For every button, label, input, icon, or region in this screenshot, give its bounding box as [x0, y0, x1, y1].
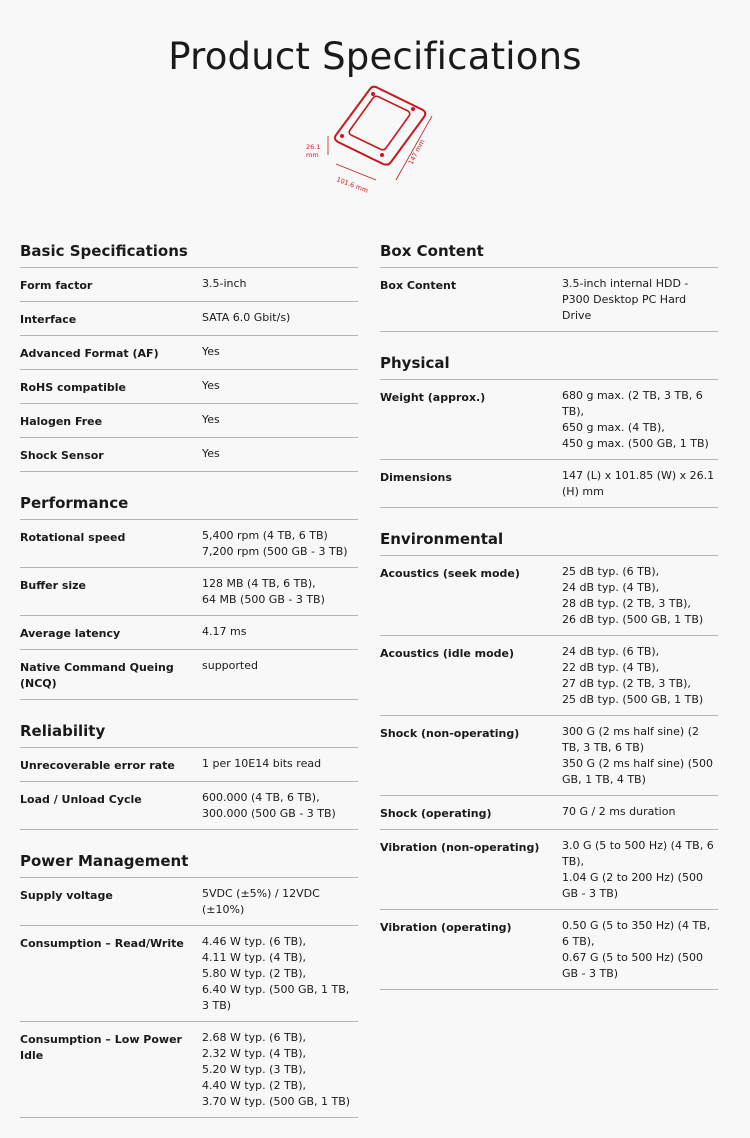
spec-table: [380, 380, 718, 508]
section-title: Power Management: [20, 850, 358, 878]
spec-row: [380, 380, 718, 460]
spec-value: 128 MB (4 TB, 6 TB), 64 MB (500 GB - 3 TB): [202, 568, 358, 616]
spec-value: 24 dB typ. (6 TB), 22 dB typ. (4 TB), 27 dB typ. (2 TB, 3 TB), 25 dB typ. (500 GB, 1 TB): [562, 636, 718, 716]
spec-row: [20, 268, 358, 302]
spec-value: 5VDC (±5%) / 12VDC (±10%): [202, 878, 358, 926]
section-box-content: [380, 240, 718, 332]
spec-label: Shock (non-operating): [380, 716, 562, 796]
section-basic-specifications: [20, 240, 358, 472]
screw-hole: [380, 153, 384, 157]
spec-label: RoHS compatible: [20, 370, 202, 404]
spec-value: supported: [202, 650, 358, 700]
spec-row: [20, 520, 358, 568]
spec-label: Rotational speed: [20, 520, 202, 568]
spec-label: Dimensions: [380, 460, 562, 508]
spec-row: [380, 910, 718, 990]
spec-row: [20, 302, 358, 336]
spec-row: [380, 830, 718, 910]
width-label: 101.6 mm: [335, 175, 370, 195]
spec-value: 3.5-inch: [202, 268, 358, 302]
spec-row: [20, 370, 358, 404]
spec-table: [20, 520, 358, 700]
spec-row: [380, 556, 718, 636]
section-reliability: [20, 720, 358, 830]
spec-table: [20, 268, 358, 472]
page-title: Product Specifications: [168, 34, 582, 78]
spec-value: 3.0 G (5 to 500 Hz) (4 TB, 6 TB), 1.04 G (2 to 200 Hz) (500 GB - 3 TB): [562, 830, 718, 910]
hdd-dimension-figure: [300, 80, 450, 200]
spec-value: Yes: [202, 336, 358, 370]
spec-value: 4.17 ms: [202, 616, 358, 650]
spec-row: [20, 336, 358, 370]
section-title: Reliability: [20, 720, 358, 748]
spec-row: [380, 796, 718, 830]
spec-value: 680 g max. (2 TB, 3 TB, 6 TB), 650 g max. (4 TB), 450 g max. (500 GB, 1 TB): [562, 380, 718, 460]
spec-row: [20, 404, 358, 438]
spec-value: 300 G (2 ms half sine) (2 TB, 3 TB, 6 TB) 350 G (2 ms half sine) (500 GB, 1 TB, 4 TB): [562, 716, 718, 796]
spec-row: [20, 438, 358, 472]
spec-value: 70 G / 2 ms duration: [562, 796, 718, 830]
spec-label: Native Command Queing (NCQ): [20, 650, 202, 700]
section-physical: [380, 352, 718, 508]
spec-row: [20, 568, 358, 616]
height-label-value: 26.1: [306, 143, 321, 151]
hdd-drawing: [300, 80, 450, 200]
section-title: Performance: [20, 492, 358, 520]
length-label: 147 mm: [406, 138, 427, 166]
spec-value: 0.50 G (5 to 350 Hz) (4 TB, 6 TB), 0.67 G (5 to 500 Hz) (500 GB - 3 TB): [562, 910, 718, 990]
screw-hole: [371, 92, 375, 96]
spec-row: [20, 616, 358, 650]
section-performance: [20, 492, 358, 700]
spec-row: [20, 748, 358, 782]
spec-value: 600.000 (4 TB, 6 TB), 300.000 (500 GB - 3 TB): [202, 782, 358, 830]
spec-label: Vibration (non-operating): [380, 830, 562, 910]
spec-table: [380, 268, 718, 332]
spec-label: Supply voltage: [20, 878, 202, 926]
spec-label: Shock (operating): [380, 796, 562, 830]
spec-value: 147 (L) x 101.85 (W) x 26.1 (H) mm: [562, 460, 718, 508]
section-title: Physical: [380, 352, 718, 380]
spec-value: Yes: [202, 370, 358, 404]
spec-row: [380, 636, 718, 716]
spec-table: [20, 748, 358, 830]
spec-value: 5,400 rpm (4 TB, 6 TB) 7,200 rpm (500 GB - 3 TB): [202, 520, 358, 568]
spec-value: 25 dB typ. (6 TB), 24 dB typ. (4 TB), 28 dB typ. (2 TB, 3 TB), 26 dB typ. (500 GB, 1 TB): [562, 556, 718, 636]
spec-label: Acoustics (seek mode): [380, 556, 562, 636]
height-label-unit: mm: [306, 151, 319, 159]
spec-value: 1 per 10E14 bits read: [202, 748, 358, 782]
spec-label: Interface: [20, 302, 202, 336]
spec-label: Consumption – Low Power Idle: [20, 1022, 202, 1118]
spec-label: Weight (approx.): [380, 380, 562, 460]
section-power-management: [20, 850, 358, 1118]
spec-label: Buffer size: [20, 568, 202, 616]
spec-value: 2.68 W typ. (6 TB), 2.32 W typ. (4 TB), 5.20 W typ. (3 TB), 4.40 W typ. (2 TB), 3.70 W typ. (500 GB, 1 TB): [202, 1022, 358, 1118]
section-title: Box Content: [380, 240, 718, 268]
spec-label: Consumption – Read/Write: [20, 926, 202, 1022]
spec-row: [380, 716, 718, 796]
right-column: [380, 240, 718, 1010]
spec-label: Vibration (operating): [380, 910, 562, 990]
spec-row: [20, 650, 358, 700]
spec-table: [20, 878, 358, 1118]
section-environmental: [380, 528, 718, 990]
spec-row: [20, 1022, 358, 1118]
spec-row: [380, 460, 718, 508]
spec-label: Advanced Format (AF): [20, 336, 202, 370]
spec-row: [20, 782, 358, 830]
spec-label: Halogen Free: [20, 404, 202, 438]
spec-row: [20, 878, 358, 926]
spec-value: Yes: [202, 404, 358, 438]
spec-label: Unrecoverable error rate: [20, 748, 202, 782]
spec-label: Box Content: [380, 268, 562, 332]
screw-hole: [340, 134, 344, 138]
spec-label: Acoustics (idle mode): [380, 636, 562, 716]
spec-value: 3.5-inch internal HDD - P300 Desktop PC Hard Drive: [562, 268, 718, 332]
spec-value: SATA 6.0 Gbit/s): [202, 302, 358, 336]
spec-label: Average latency: [20, 616, 202, 650]
spec-label: Shock Sensor: [20, 438, 202, 472]
screw-hole: [411, 107, 415, 111]
spec-row: [20, 926, 358, 1022]
spec-label: Load / Unload Cycle: [20, 782, 202, 830]
spec-label: Form factor: [20, 268, 202, 302]
spec-value: 4.46 W typ. (6 TB), 4.11 W typ. (4 TB), 5.80 W typ. (2 TB), 6.40 W typ. (500 GB, 1 TB, 3 TB): [202, 926, 358, 1022]
spec-table: [380, 556, 718, 990]
left-column: [20, 240, 358, 1138]
section-title: Basic Specifications: [20, 240, 358, 268]
spec-row: [380, 268, 718, 332]
spec-value: Yes: [202, 438, 358, 472]
section-title: Environmental: [380, 528, 718, 556]
